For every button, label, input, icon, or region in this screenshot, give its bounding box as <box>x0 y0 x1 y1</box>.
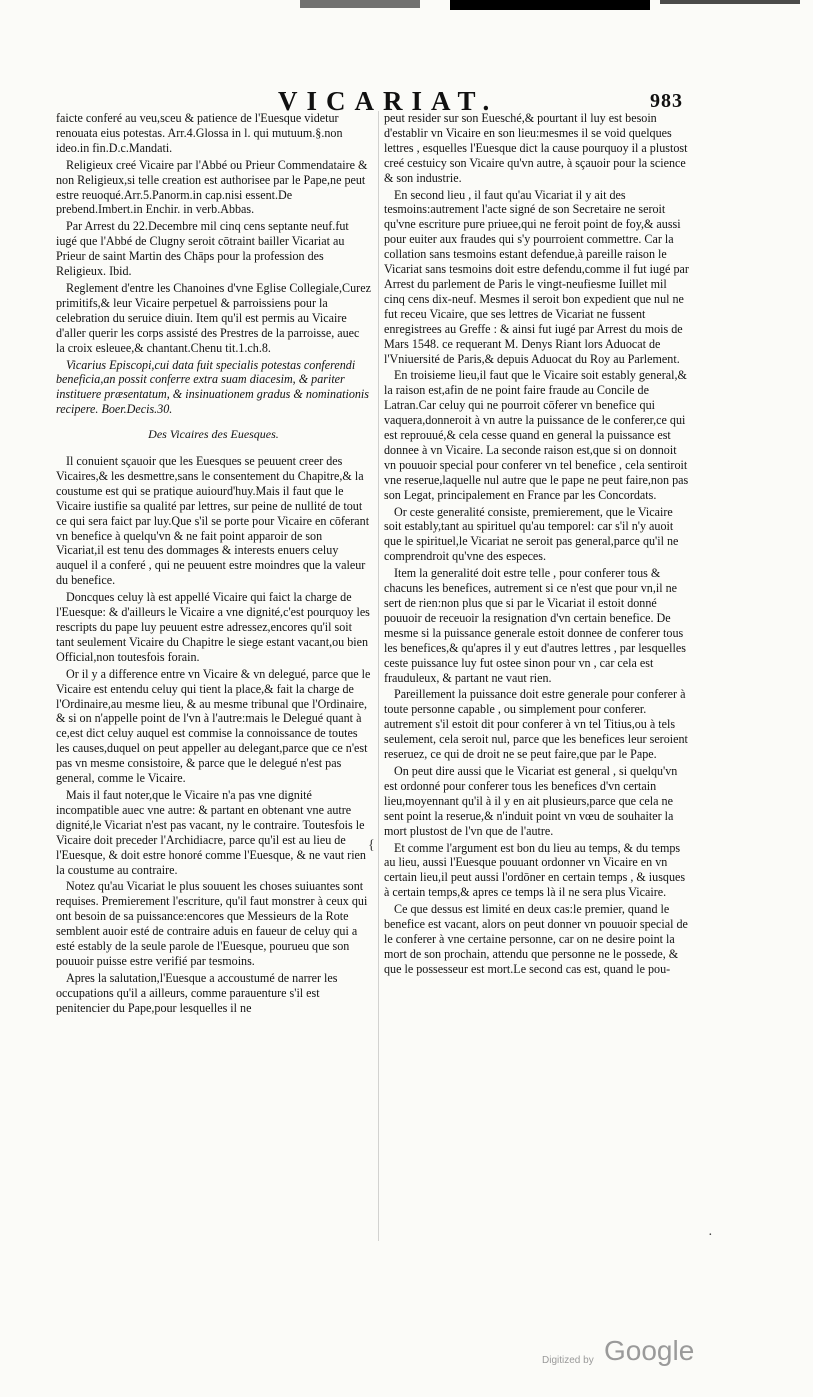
paragraph: Mais il faut noter,que le Vicaire n'a pas vne dignité incompatible auec vne autre: & partant en obtenant vne autre dignité,le Vicariat n'est pas vacant, ny le contraire. Toutesfois le Vicaire doit preceder l'Archidiacre, parce qu'il est au lieu de l'Euesque, & doit estre honoré comme l'Euesque, & ne vaut rien la coustume au contraire. <box>56 787 366 877</box>
paragraph: Notez qu'au Vicariat le plus souuent les choses suiuantes sont requises. Premierement l'escriture, qu'il faut monstrer à ceux qui ont besoin de sa puissance:encores que Messieurs de la Rote semblent auoir esté de contraire aduis en faueur de celuy qui a esté estably de la seule parole de l'Euesque, pourueu que son pouuoir puisse estre verifié par tesmoins. <box>56 879 368 968</box>
paragraph: Or il y a difference entre vn Vicaire & vn delegué, parce que le Vicaire est entendu celuy qui tient la place,& fait la charge de l'Ordinaire,au mesme lieu, & au mesme tribunal que l'Ordinaire, & si on n'appelle point de l'vn à l'autre:mais le Delegué quant à ce,est dict celuy auquel est commise la connoissance de toutes les causes,duquel on peut appeller au delegant,parce que ce n'est pas vn mesme consistoire, & parce que le delegué n'est pas general, comme le Vicaire. <box>56 666 371 786</box>
margin-dot-mark: · <box>708 1228 713 1243</box>
paragraph: Item la generalité doit estre telle , pour conferer tous & chacuns les benefices, autrement si ce n'est que pour vn,il ne sert de rien:non plus que si par le Vicariat il estoit donné pouuoir de receuoir la resignation d'vn certain benefice. De mesme si la puissance generale estoit donnee de conferer tous les benefices,& qu'apres il y eut d'autres lettres , par lesquelles ceste puissance luy fut ostee sinon pour vn , car cela est frauduleux, & partant ne vaut rien. <box>384 566 686 685</box>
google-logo: Google <box>604 1335 695 1366</box>
paragraph: peut resider sur son Euesché,& pourtant il luy est besoin d'establir vn Vicaire en son lieu:mesmes il se void quelques lettres , esquelles l'Euesque dict la cause pourquoy il a plustost creé cestuicy son Vicaire qu'vn autre, à sçauoir pour la science & son industrie. <box>384 111 688 185</box>
google-watermark <box>542 1337 712 1377</box>
paragraph: Par Arrest du 22.Decembre mil cinq cens septante neuf.fut iugé que l'Abbé de Clugny seroit cōtraint bailler Vicariat au Prieur de saint Martin des Chāps pour la profession des Religieux. Ibid. <box>56 219 349 279</box>
paragraph: En second lieu , il faut qu'au Vicariat il y ait des tesmoins:autrement l'acte signé de son Secretaire ne seroit qu'vne escriture pure priuee,qui ne feroit point de foy,& aussi pour euiter aux fraudes qui s'y pourroient commettre. Car la collation sans tesmoins estant defendue,à pareille raison le Vicariat sans tesmoins doit estre defendu,comme il fut iugé par Arrest du parlement de Paris le vingt-neufiesme Iuillet mil cinq cens dix-neuf. Mesmes il seroit bon expedient que nul ne fut receu Vicaire, que ses lettres de Vicariat ne fussent enregistrees au Greffe : & ainsi fut iugé par Arrest du mois de Mars 1548. ce requerant M. Denys Riant lors Aduocat de l'Vniuersité de Paris,& depuis Aduocat du Roy au Parlement. <box>384 187 689 366</box>
paragraph: Pareillement la puissance doit estre generale pour conferer à toute personne capable , ou simplement pour conferer. autrement s'il estoit dit pour conferer à vn tel Titius,ou à tels seulement, cela seroit nul, parce que les benefices leur seroient reseruez, ce qui de droit ne se peut faire,que par le Pape. <box>384 687 688 762</box>
column-divider <box>378 111 379 1241</box>
paragraph: Religieux creé Vicaire par l'Abbé ou Prieur Commendataire & non Religieux,si telle creation est authorisee par le Pape,ne peut estre reuoqué.Arr.5.Panorm.in cap.nisi essent.De prebend.Imbert.in Enchir. in verb.Abbas. <box>56 157 368 217</box>
paragraph: Vicarius Episcopi,cui data fuit specialis potestas conferendi beneficia,an possit conferre extra suam diacesim, & pariter instituere præsentatum, & insinuationem gradus & nominationis recipere. Boer.Decis.30. <box>56 357 369 417</box>
paragraph: En troisieme lieu,il faut que le Vicaire soit estably general,& la raison est,afin de ne point faire fraude au Concile de Latran.Car celuy qui ne pourroit cōferer vn benefice qui vaquera,donneroit à vn autre la puissance de le conferer,ce qui est reprouué,& cela cesse quand en general la puissance est donnee à vn Vicaire. La seconde raison est,que si on donnoit vn pouuoir special pour conferer vn tel benefice , cela sentiroit vne reserue,laquelle nul autre que le pape ne peut faire,non pas son Legat, principalement en France par les Concordats. <box>384 368 689 502</box>
paragraph: Doncques celuy là est appellé Vicaire qui faict la charge de l'Euesque: & d'ailleurs le Vicaire a vne dignité,c'est pourquoy les rescripts du pape luy peuuent estre adressez,encores qu'il soit tant seulement Vicaire du Chapitre le siege estant vacant,ou bien Official,non toutesfois forain. <box>56 590 370 664</box>
paragraph: Reglement d'entre les Chanoines d'vne Eglise Collegiale,Curez primitifs,& leur Vicaire perpetuel & parroissiens pour la celebration du seruice diuin. Item qu'il est permis au Vicaire d'aller querir les corps assisté des Prestres de la parroisse, auec la croix esleuee,& chantant.Chenu tit.1.ch.8. <box>56 280 371 355</box>
paragraph: Or ceste generalité consiste, premierement, que le Vicaire soit estably,tant au spirituel qu'au temporel: car s'il n'y auoit que le spirituel,le Vicariat ne seroit pas general,parce qu'il ne comprendroit qu'vne des especes. <box>384 504 679 564</box>
paragraph: On peut dire aussi que le Vicariat est general , si quelqu'vn est ordonné pour conferer tous les benefices d'vn certain lieu,moyennant qu'il à il y en ait plusieurs,parce que cela ne sent point la reserue,& n'induit point vn vœu de souhaiter la mort plustost de l'vn que de l'autre. <box>384 763 678 838</box>
margin-brace-mark: { <box>368 838 375 853</box>
paragraph: faicte conferé au veu,sceu & patience de l'Euesque videtur renouata eius potestas. Arr.4.Glossa in l. qui mutuum.§.non ideo.in fin.D.c.Mandati. <box>56 111 343 155</box>
left-column <box>56 111 371 1018</box>
right-column <box>384 111 690 979</box>
section-heading: Des Vicaires des Euesques. <box>148 427 279 442</box>
page-number: 983 <box>650 90 683 112</box>
running-title: VICARIAT. <box>278 86 499 116</box>
digitized-by-label: Digitized by <box>542 1355 594 1366</box>
paragraph: Ce que dessus est limité en deux cas:le premier, quand le benefice est vacant, alors on peut donner vn pouuoir special de le conferer à vne certaine personne, car on ne desire point la mort de son prochain, attendu que personne ne le possede, & que le possesseur est mort.Le second cas est, quand le pou- <box>384 902 688 976</box>
paragraph: Il conuient sçauoir que les Euesques se peuuent creer des Vicaires,& les desmettre,sans le consentement du Chapitre,& la coustume est qui se pratique auiourd'huy.Mais il faut que le Vicaire iustifie sa qualité par lettres, sur peine de nullité de tout ce qui sera faict par luy.Que s'il se porte pour Vicaire en cōferant vn benefice à quelqu'vn & ne fait point apparoir de son Vicariat,il est tenu des dommages & interests enuers celuy auquel il a conferé , qui ne peuuent estre moindres que la valeur du benefice. <box>56 454 370 588</box>
scan-edge-artifact <box>300 0 800 18</box>
paragraph: Et comme l'argument est bon du lieu au temps, & du temps au lieu, aussi l'Euesque pouuant ordonner vn Vicaire en vn certain lieu,il peut aussi l'ordōner en certain temps , & iusques à certain temps,& apres ce temps là il ne sera plus Vicaire. <box>384 840 686 900</box>
paragraph: Apres la salutation,l'Euesque a accoustumé de narrer les occupations qu'il a ailleurs, comme parauenture s'il est penitencier du Pape,pour lesquelles il ne <box>56 970 338 1015</box>
